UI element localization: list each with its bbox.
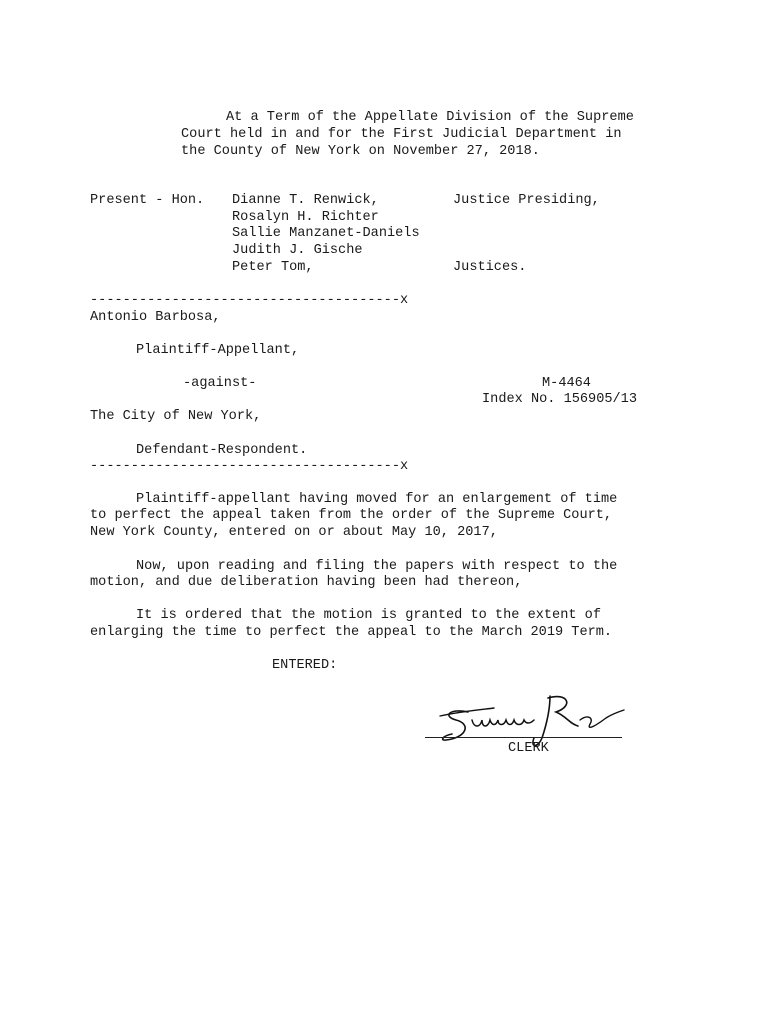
caption-rule-bottom: --------------------------------------x [90,459,409,474]
defendant-role: Defendant-Respondent. [136,443,308,458]
justice-name: Rosalyn H. Richter [232,210,379,225]
header-line-3: the County of New York on November 27, 2018. [181,144,540,159]
body-paragraph-1-line-2: to perfect the appeal taken from the order of the Supreme Court, [90,508,613,523]
plaintiff-role: Plaintiff-Appellant, [136,343,300,358]
motion-number: M-4464 [542,376,591,391]
index-number: Index No. 156905/13 [482,392,637,407]
body-paragraph-1-line-3: New York County, entered on or about May 10, 2017, [90,525,498,540]
present-label: Present - Hon. [90,193,205,208]
justice-name: Judith J. Gische [232,243,363,258]
presiding-title: Justice Presiding, [453,193,600,208]
header-line-2: Court held in and for the First Judicial Department in [181,127,622,142]
justice-name: Peter Tom, [232,260,314,275]
justice-name: Dianne T. Renwick, [232,193,379,208]
header-line-1: At a Term of the Appellate Division of the Supreme [226,110,634,125]
signature-line [425,737,622,738]
entered-label: ENTERED: [272,658,338,673]
defendant-name: The City of New York, [90,409,262,424]
against-label: -against- [183,376,257,391]
body-paragraph-3-line-2: enlarging the time to perfect the appeal to the March 2019 Term. [90,625,613,640]
body-paragraph-3-line-1: It is ordered that the motion is granted to the extent of [136,608,601,623]
body-paragraph-1-line-1: Plaintiff-appellant having moved for an enlargement of time [136,492,618,507]
justices-title: Justices. [453,260,527,275]
body-paragraph-2-line-1: Now, upon reading and filing the papers with respect to the [136,559,618,574]
clerk-label: CLERK [508,741,549,756]
body-paragraph-2-line-2: motion, and due deliberation having been had thereon, [90,575,523,590]
caption-rule-top: --------------------------------------x [90,293,409,308]
justice-name: Sallie Manzanet-Daniels [232,226,420,241]
plaintiff-name: Antonio Barbosa, [90,310,221,325]
